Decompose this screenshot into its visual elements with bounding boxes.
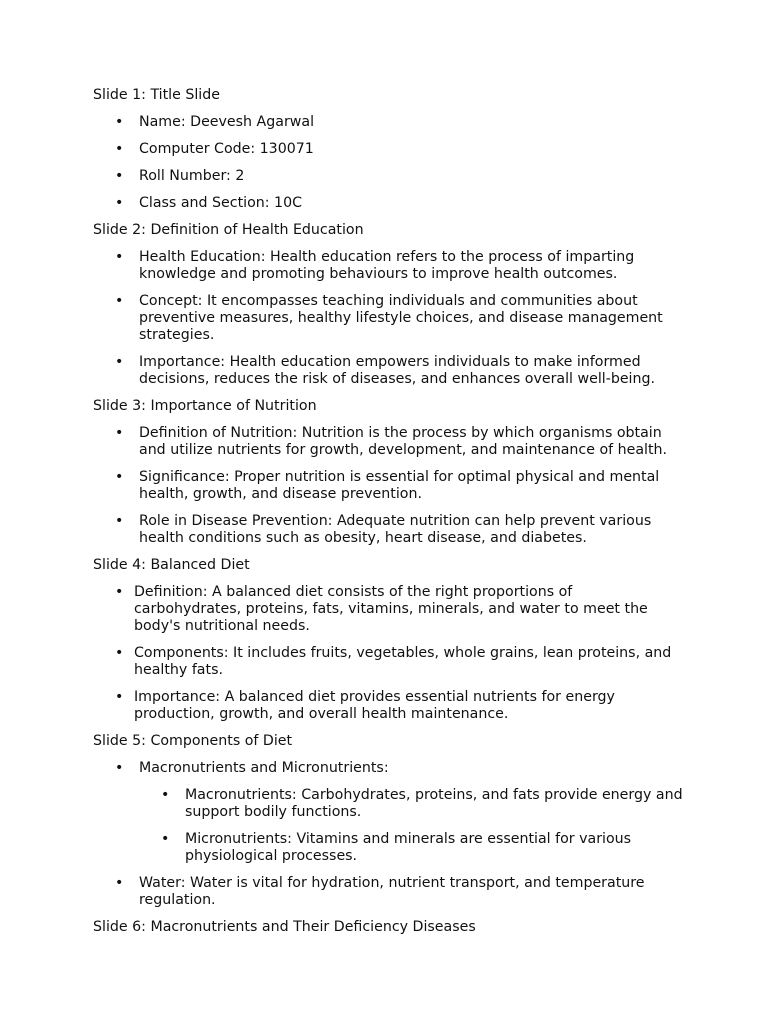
list-item [93, 645, 683, 679]
slide-heading: Slide 6: Macronutrients and Their Deficiency Diseases [93, 919, 476, 935]
bullet-list [93, 249, 683, 388]
list-item [93, 114, 683, 131]
sub-list-item-text: • Macronutrients: Carbohydrates, proteins, and fats provide energy and support bodily functions. [185, 787, 683, 820]
list-item-text: • Significance: Proper nutrition is essential for optimal physical and mental health, growth, and disease prevention. [139, 469, 660, 502]
list-item [93, 513, 683, 547]
list-item [93, 168, 683, 185]
bullet-list [93, 114, 683, 212]
list-item-text: • Definition of Nutrition: Nutrition is the process by which organisms obtain and utilize nutrients for growth, development, and maintenance of health. [139, 425, 668, 458]
bullet-list [93, 425, 683, 547]
list-item-text: • Definition: A balanced diet consists of the right proportions of carbohydrates, proteins, fats, vitamins, minerals, and water to meet the body's nutritional needs. [134, 584, 648, 634]
list-item [93, 689, 683, 723]
list-item [93, 354, 683, 388]
list-item [93, 249, 683, 283]
list-item-text: • Name: Deevesh Agarwal [139, 114, 315, 130]
list-item [93, 760, 683, 865]
list-item-text: • Water: Water is vital for hydration, nutrient transport, and temperature regulation. [139, 875, 645, 908]
bullet-list [93, 760, 683, 909]
list-item-text: • Macronutrients and Micronutrients: [139, 760, 389, 776]
slide-heading: Slide 4: Balanced Diet [93, 557, 250, 573]
list-item-text: • Concept: It encompasses teaching individuals and communities about preventive measures, healthy lifestyle choices, and disease management strategies. [139, 293, 663, 343]
list-item-text: • Class and Section: 10C [139, 195, 302, 211]
list-item-text: • Role in Disease Prevention: Adequate nutrition can help prevent various health conditions such as obesity, heart disease, and diabetes. [139, 513, 652, 546]
list-item-text: • Computer Code: 130071 [139, 141, 314, 157]
sub-list-item [139, 787, 683, 821]
list-item [93, 875, 683, 909]
sub-list-item [139, 831, 683, 865]
slide-heading: Slide 1: Title Slide [93, 87, 220, 103]
bullet-list [93, 584, 683, 723]
list-item [93, 195, 683, 212]
list-item [93, 293, 683, 344]
document-page [93, 87, 683, 946]
slide-heading: Slide 5: Components of Diet [93, 733, 293, 749]
sub-list-item-text: • Micronutrients: Vitamins and minerals are essential for various physiological processes. [185, 831, 632, 864]
list-item-text: • Importance: Health education empowers individuals to make informed decisions, reduces the risk of diseases, and enhances overall well-being. [139, 354, 656, 387]
slide-heading: Slide 3: Importance of Nutrition [93, 398, 317, 414]
list-item-text: • Health Education: Health education refers to the process of imparting knowledge and promoting behaviours to improve health outcomes. [139, 249, 635, 282]
slide-heading: Slide 2: Definition of Health Education [93, 222, 364, 238]
list-item-text: • Roll Number: 2 [139, 168, 245, 184]
list-item [93, 141, 683, 158]
list-item [93, 469, 683, 503]
list-item-text: • Importance: A balanced diet provides essential nutrients for energy production, growth, and overall health maintenance. [134, 689, 615, 722]
sub-bullet-list [139, 787, 683, 865]
list-item [93, 584, 683, 635]
list-item [93, 425, 683, 459]
list-item-text: • Components: It includes fruits, vegetables, whole grains, lean proteins, and healthy fats. [134, 645, 672, 678]
